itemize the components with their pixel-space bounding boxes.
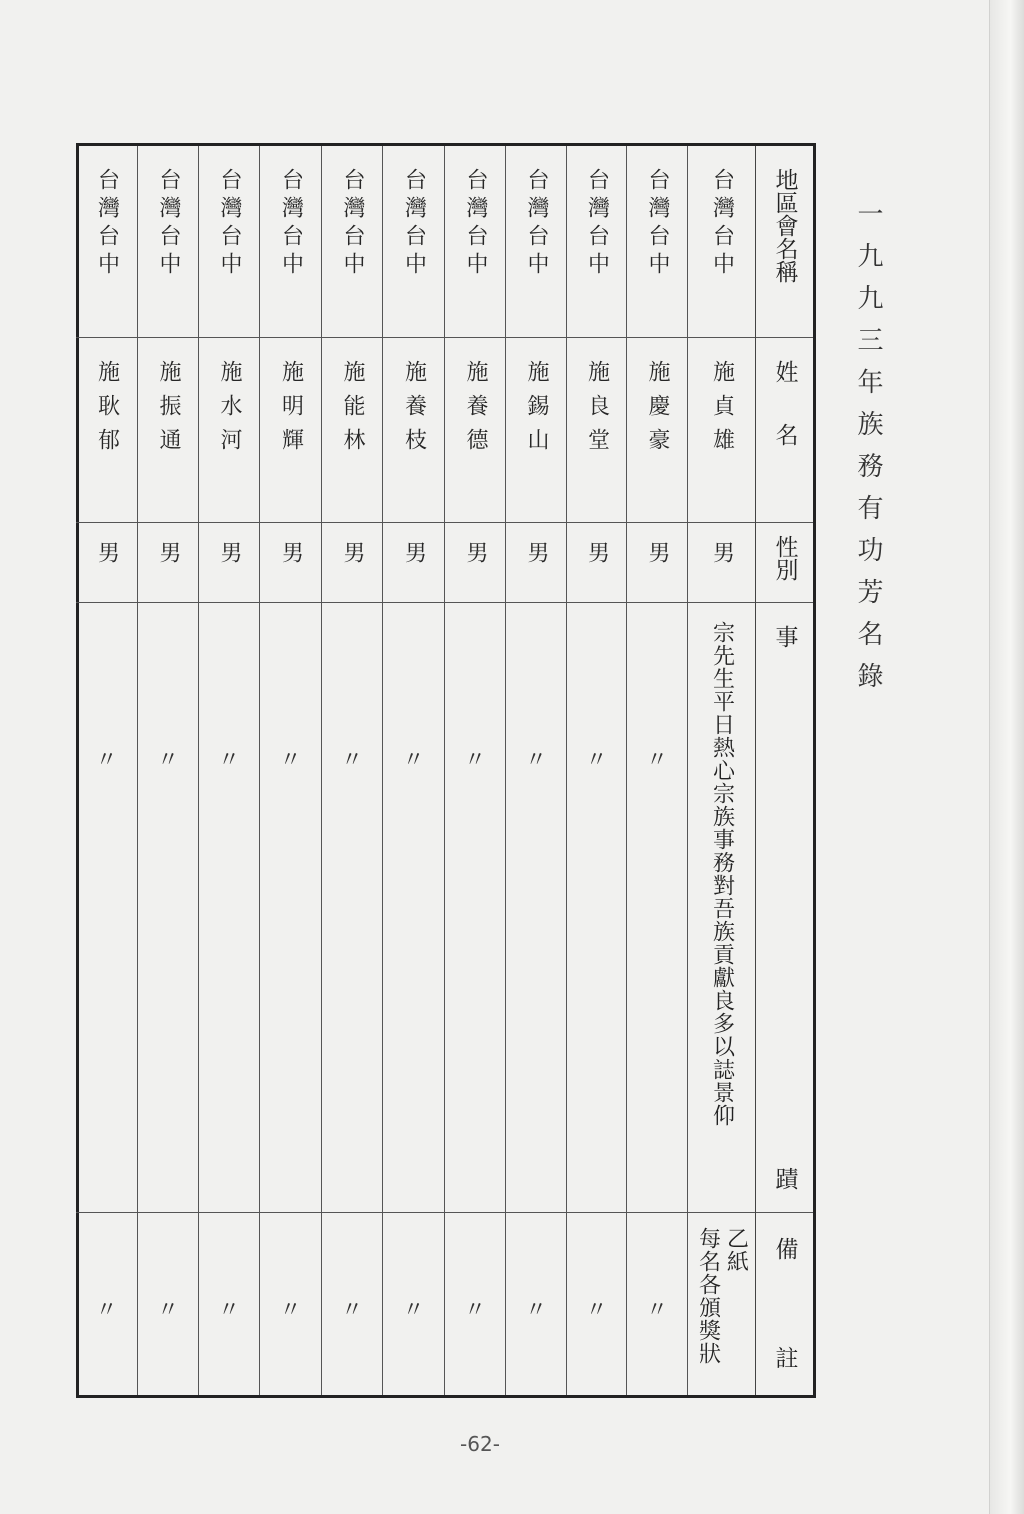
member-name: 施貞雄 [709,360,735,462]
header-remarks-top: 備 [771,1237,798,1260]
region-cell [76,146,137,338]
name-cell [567,338,626,523]
member-name: 施水河 [217,360,242,462]
name-cell [506,338,566,523]
ditto-mark: 〃 [585,748,608,773]
region-text: 台灣台中 [217,168,242,280]
region-text: 台灣台中 [645,168,670,280]
remarks-cell [322,1213,382,1395]
ditto-mark: 〃 [279,1298,302,1323]
name-cell [76,338,137,523]
gender-cell [322,523,382,603]
gender-cell [567,523,626,603]
deeds-cell [199,603,259,1213]
table-row [321,146,382,1395]
region-text: 台灣台中 [584,168,610,280]
member-gender: 男 [156,541,181,575]
header-deeds-cell [756,603,813,1213]
region-text: 台灣台中 [340,168,365,280]
gender-cell [76,523,137,603]
ditto-mark: 〃 [156,1298,179,1323]
member-name: 施明輝 [278,360,304,462]
gender-cell [627,523,687,603]
gender-cell [199,523,259,603]
table-row [382,146,444,1395]
ditto-mark: 〃 [463,1298,486,1323]
ditto-mark: 〃 [340,1298,363,1323]
table-row [259,146,321,1395]
region-text: 台灣台中 [463,168,488,280]
region-cell [445,146,505,338]
page-number: -62- [460,1432,500,1456]
remarks-line-2: 乙紙 [723,1227,749,1273]
table-row [566,146,626,1395]
member-name: 施慶豪 [645,360,670,462]
header-gender: 性別 [771,535,798,581]
gender-cell [506,523,566,603]
gender-cell [445,523,505,603]
member-name: 施養德 [463,360,488,462]
member-gender: 男 [709,541,735,575]
deeds-cell [506,603,566,1213]
header-name-cell [756,338,813,523]
region-text: 台灣台中 [156,168,181,280]
region-text: 台灣台中 [524,168,549,280]
remarks-cell [627,1213,687,1395]
honor-roll-table [76,143,816,1398]
table-row [687,146,755,1395]
region-cell [383,146,444,338]
table-row [505,146,566,1395]
member-gender: 男 [645,541,670,575]
ditto-mark: 〃 [279,748,302,773]
remarks-line-1: 每名各頒獎狀 [695,1227,721,1365]
member-name: 施錫山 [524,360,549,462]
ditto-mark: 〃 [156,748,179,773]
member-gender: 男 [278,541,304,575]
table-row [626,146,687,1395]
gender-cell [138,523,198,603]
member-gender: 男 [524,541,549,575]
region-cell [260,146,321,338]
table-row [198,146,259,1395]
ditto-mark: 〃 [95,748,118,773]
remarks-cell [567,1213,626,1395]
member-name: 施良堂 [584,360,610,462]
region-cell [688,146,755,338]
region-text: 台灣台中 [94,168,120,280]
header-deeds-top: 事 [771,625,798,648]
region-text: 台灣台中 [401,168,427,280]
member-name: 施養枝 [401,360,427,462]
ditto-mark: 〃 [95,1298,118,1323]
deeds-cell [567,603,626,1213]
remarks-cell [688,1213,755,1395]
deeds-text: 宗先生平日熱心宗族事務對吾族貢獻良多以誌景仰 [709,621,735,1127]
deeds-cell [445,603,505,1213]
region-cell [199,146,259,338]
table-row [76,146,137,1395]
name-cell [199,338,259,523]
document-title: 一九九三年族務有功芳名錄 [853,200,883,704]
deeds-cell [383,603,444,1213]
member-name: 施能林 [340,360,365,462]
member-name: 施耿郁 [94,360,120,462]
ditto-mark: 〃 [524,1298,547,1323]
name-cell [383,338,444,523]
region-cell [627,146,687,338]
region-text: 台灣台中 [278,168,304,280]
table-row [444,146,505,1395]
table-row [137,146,198,1395]
ditto-mark: 〃 [645,1298,668,1323]
deeds-cell [260,603,321,1213]
remarks-cell [199,1213,259,1395]
gender-cell [383,523,444,603]
region-text: 台灣台中 [709,168,735,280]
member-gender: 男 [217,541,242,575]
remarks-cell [138,1213,198,1395]
header-region-cell [756,146,813,338]
name-cell [322,338,382,523]
region-cell [138,146,198,338]
gender-cell [688,523,755,603]
member-gender: 男 [94,541,120,575]
ditto-mark: 〃 [463,748,486,773]
header-region: 地區會名稱 [771,168,798,283]
name-cell [138,338,198,523]
ditto-mark: 〃 [217,748,240,773]
ditto-mark: 〃 [402,1298,425,1323]
ditto-mark: 〃 [340,748,363,773]
deeds-cell [76,603,137,1213]
member-name: 施振通 [156,360,181,462]
name-cell [260,338,321,523]
header-column [755,146,813,1395]
remarks-cell [260,1213,321,1395]
ditto-mark: 〃 [645,748,668,773]
name-cell [688,338,755,523]
region-cell [506,146,566,338]
header-name: 姓名 [771,360,798,486]
header-remarks-cell [756,1213,813,1395]
deeds-cell [322,603,382,1213]
header-deeds-bottom: 蹟 [771,1167,798,1190]
member-gender: 男 [401,541,427,575]
ditto-mark: 〃 [585,1298,608,1323]
header-remarks-bottom: 註 [771,1346,798,1369]
remarks-cell [506,1213,566,1395]
deeds-cell [688,603,755,1213]
deeds-cell [627,603,687,1213]
paper-edge [989,0,1024,1514]
deeds-cell [138,603,198,1213]
remarks-cell [76,1213,137,1395]
remarks-cell [383,1213,444,1395]
remarks-cell [445,1213,505,1395]
member-gender: 男 [463,541,488,575]
name-cell [445,338,505,523]
ditto-mark: 〃 [217,1298,240,1323]
gender-cell [260,523,321,603]
region-cell [322,146,382,338]
member-gender: 男 [584,541,610,575]
ditto-mark: 〃 [402,748,425,773]
region-cell [567,146,626,338]
header-gender-cell [756,523,813,603]
member-gender: 男 [340,541,365,575]
ditto-mark: 〃 [524,748,547,773]
name-cell [627,338,687,523]
